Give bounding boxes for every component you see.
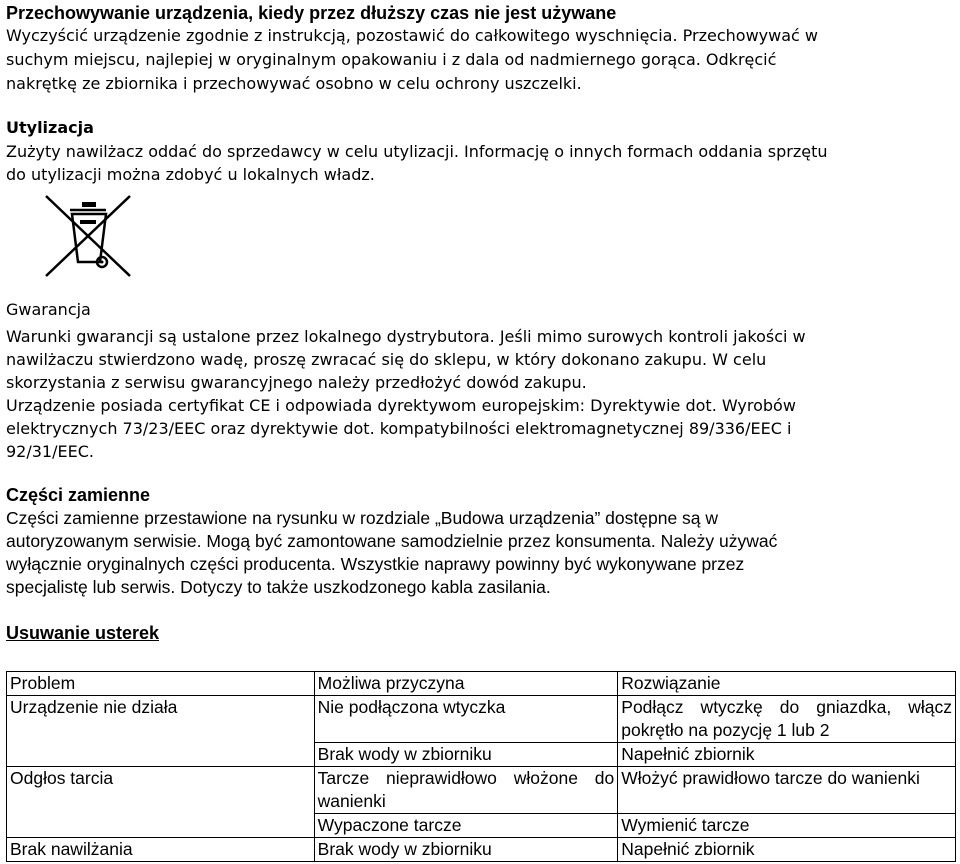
- spare-parts-section: [6, 484, 954, 599]
- spare-parts-line: autoryzowanym serwisie. Mogą być zamontowane samodzielnie przez konsumenta. Należy używać: [6, 531, 778, 551]
- warranty-line: nawilżaczu stwierdzono wadę, proszę zwracać się do sklepu, w który dokonano zakupu. W celu: [6, 350, 767, 369]
- table-cell: Napełnić zbiornik: [618, 743, 956, 767]
- warranty-line: skorzystania z serwisu gwarancyjnego należy przedłożyć dowód zakupu.: [6, 373, 587, 392]
- table-row: [7, 767, 956, 814]
- warranty-line: elektrycznych 73/23/EEC oraz dyrektywie dot. kompatybilności elektromagnetycznej 89/336/EEC i: [6, 419, 792, 438]
- troubleshooting-table: [6, 671, 956, 862]
- storage-line: nakrętkę ze zbiornika i przechowywać osobno w celu ochrony uszczelki.: [6, 74, 582, 93]
- table-cell: Wymienić tarcze: [618, 814, 956, 838]
- table-cell: Włożyć prawidłowo tarcze do wanienki: [618, 767, 956, 814]
- disposal-line: do utylizacji można zdobyć u lokalnych władz.: [6, 165, 375, 184]
- disposal-heading: Utylizacja: [6, 118, 94, 137]
- storage-line: suchym miejscu, najlepiej w oryginalnym opakowaniu i z dala od nadmiernego gorąca. Odkręcić: [6, 50, 777, 69]
- table-cell: Brak wody w zbiorniku: [314, 838, 618, 862]
- table-header-row: [7, 672, 956, 696]
- disposal-line: Zużyty nawilżacz oddać do sprzedawcy w celu utylizacji. Informację o innych formach oddania sprzętu: [6, 142, 828, 161]
- spare-parts-heading: Części zamienne: [6, 485, 151, 505]
- crossed-out-wheelie-bin-icon: [40, 192, 136, 280]
- column-header: Możliwa przyczyna: [314, 672, 618, 696]
- table-cell: Tarcze nieprawidłowo włożone do wanienki: [314, 767, 618, 814]
- warranty-heading: Gwarancja: [6, 300, 91, 319]
- table-cell: Napełnić zbiornik: [618, 838, 956, 862]
- troubleshooting-heading: Usuwanie usterek: [6, 623, 160, 643]
- disposal-section: [6, 116, 954, 186]
- table-cell: Brak wody w zbiorniku: [314, 743, 618, 767]
- warranty-section: [6, 298, 954, 463]
- storage-heading: Przechowywanie urządzenia, kiedy przez dłuższy czas nie jest używane: [6, 3, 617, 23]
- spare-parts-line: specjalistę lub serwis. Dotyczy to także uszkodzonego kabla zasilania.: [6, 577, 551, 597]
- table-cell: Urządzenie nie działa: [7, 696, 315, 767]
- troubleshooting-section: [6, 622, 954, 645]
- table-cell: Nie podłączona wtyczka: [314, 696, 618, 743]
- column-header: Rozwiązanie: [618, 672, 956, 696]
- storage-section: [6, 2, 954, 96]
- warranty-line: 92/31/EEC.: [6, 442, 94, 461]
- table-cell: Podłącz wtyczkę do gniazdka, włącz pokrętło na pozycję 1 lub 2: [618, 696, 956, 743]
- spare-parts-line: Części zamienne przestawione na rysunku w rozdziale „Budowa urządzenia” dostępne są w: [6, 508, 719, 528]
- warranty-line: Urządzenie posiada certyfikat CE i odpowiada dyrektywom europejskim: Dyrektywie dot. Wyrobów: [6, 396, 796, 415]
- table-row: [7, 838, 956, 862]
- column-header: Problem: [7, 672, 315, 696]
- table-cell: Odgłos tarcia: [7, 767, 315, 838]
- spare-parts-line: wyłącznie oryginalnych części producenta. Wszystkie naprawy powinny być wykonywane przez: [6, 554, 745, 574]
- table-cell: Wypaczone tarcze: [314, 814, 618, 838]
- table-row: [7, 696, 956, 743]
- storage-line: Wyczyścić urządzenie zgodnie z instrukcją, pozostawić do całkowitego wyschnięcia. Przechowywać w: [6, 26, 818, 45]
- warranty-line: Warunki gwarancji są ustalone przez lokalnego dystrybutora. Jeśli mimo surowych kontroli jakości w: [6, 327, 806, 346]
- table-cell: Brak nawilżania: [7, 838, 315, 862]
